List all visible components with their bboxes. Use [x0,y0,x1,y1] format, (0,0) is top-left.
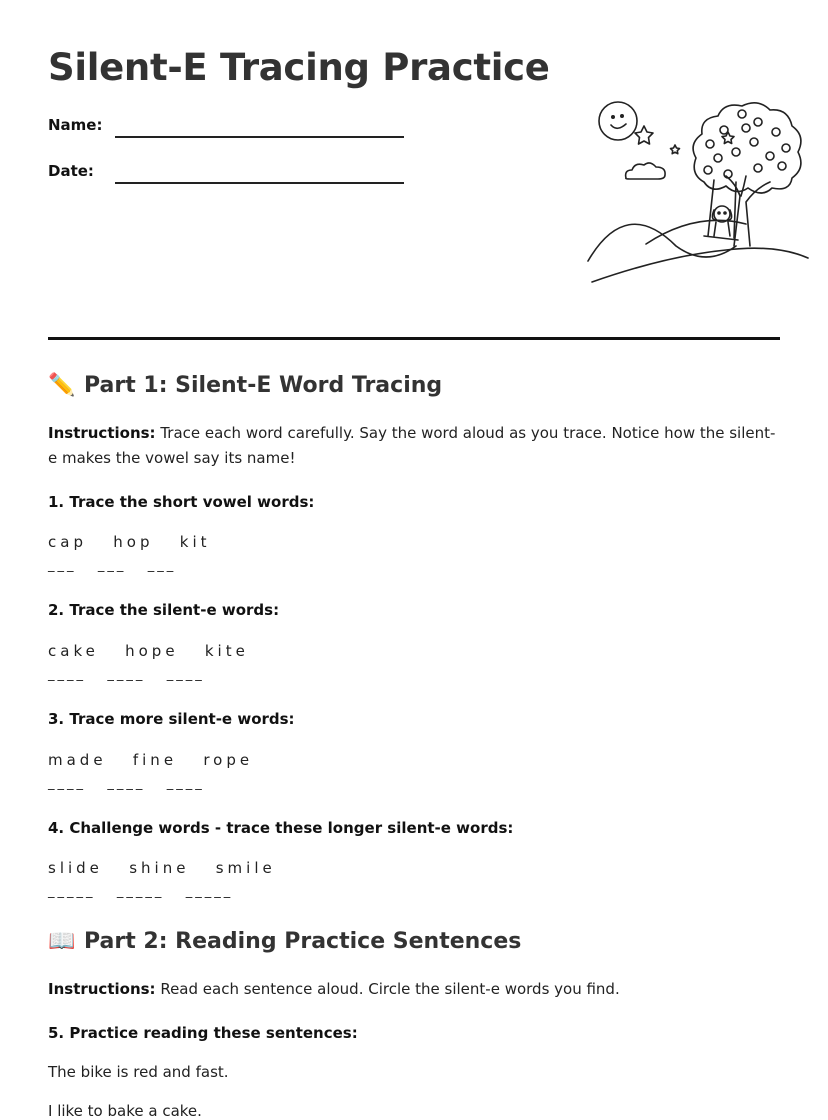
part2-heading-text: Part 2: Reading Practice Sentences [84,929,522,954]
trace-lines-1[interactable]: ___ ___ ___ [48,558,177,573]
question-1: 1. Trace the short vowel words: [48,493,315,511]
trace-lines-2[interactable]: ____ ____ ____ [48,667,205,682]
tree-swing-moon-illustration [586,96,812,288]
name-label: Name: [48,116,103,134]
date-field[interactable] [48,162,408,192]
sentence-1: The bike is red and fast. [48,1063,229,1081]
trace-words-2: cake hope kite [48,642,249,660]
part1-instructions [48,421,780,471]
name-field[interactable] [48,116,408,146]
instructions-text: Read each sentence aloud. Circle the silent-e words you find. [155,980,620,998]
part2-heading [48,929,521,954]
trace-words-1: cap hop kit [48,533,211,551]
trace-words-3: made fine rope [48,751,254,769]
question-3: 3. Trace more silent-e words: [48,710,295,728]
instructions-label: Instructions: [48,424,156,442]
date-label: Date: [48,162,94,180]
trace-lines-3[interactable]: ____ ____ ____ [48,776,205,791]
open-book-icon: 📖 [48,929,76,954]
star-icon [635,126,653,144]
name-line[interactable] [115,136,404,138]
moon-icon [599,102,637,140]
trace-words-4: slide shine smile [48,859,276,877]
cloud-icon [626,163,665,179]
part2-instructions [48,977,780,1002]
question-5: 5. Practice reading these sentences: [48,1024,358,1042]
question-2: 2. Trace the silent-e words: [48,601,280,619]
page-title: Silent-E Tracing Practice [48,46,550,89]
sentence-2: I like to bake a cake. [48,1102,202,1120]
pencil-icon: ✏️ [48,373,76,398]
part1-heading [48,373,442,398]
star-icon [671,145,680,154]
date-line[interactable] [115,182,404,184]
question-4: 4. Challenge words - trace these longer silent-e words: [48,819,514,837]
instructions-label: Instructions: [48,980,156,998]
instructions-text: Trace each word carefully. Say the word aloud as you trace. Notice how the silent-e makes the vowel say its name! [48,424,776,467]
trace-lines-4[interactable]: _____ _____ _____ [48,884,234,899]
part1-heading-text: Part 1: Silent-E Word Tracing [84,373,443,398]
divider [48,337,780,340]
